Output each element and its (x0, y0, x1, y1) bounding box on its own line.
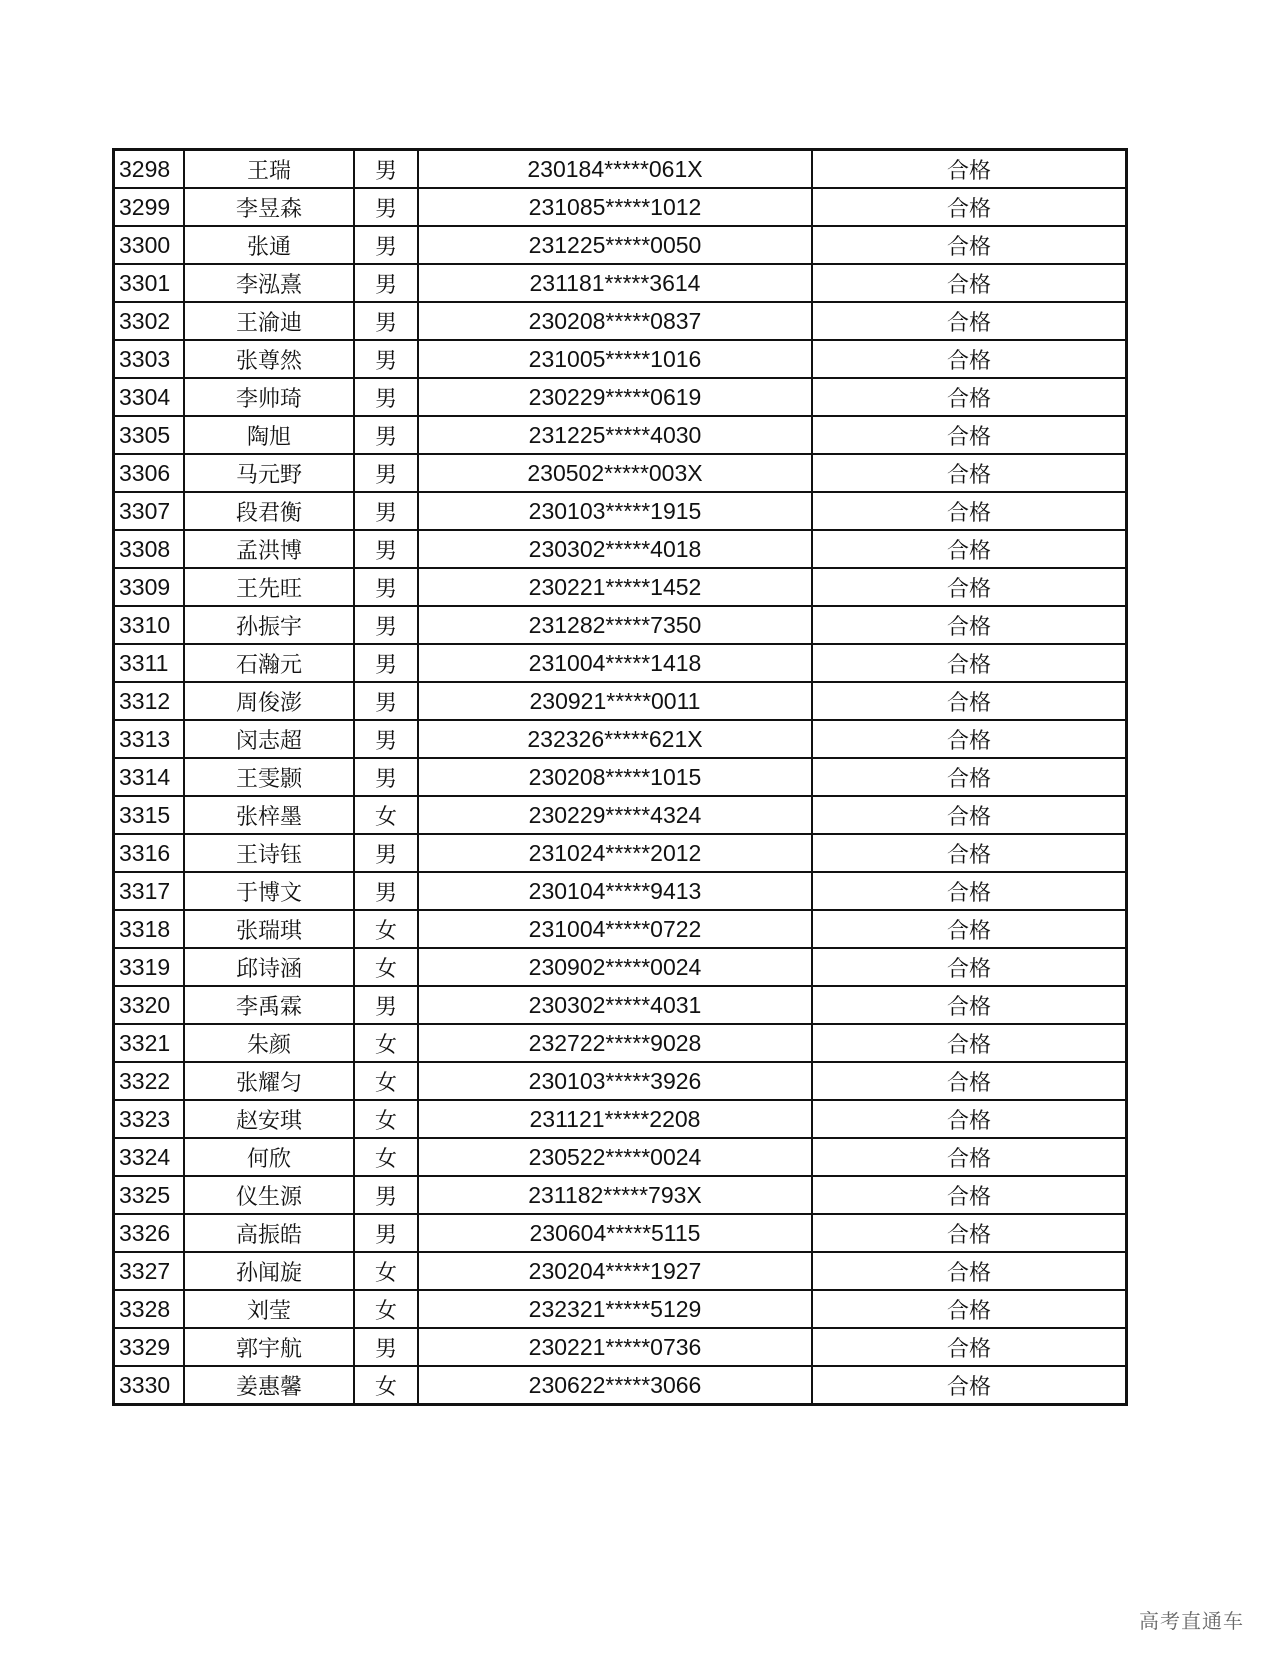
cell-id-number: 232326*****621X (418, 720, 812, 758)
cell-sex: 男 (354, 150, 418, 189)
table-row (114, 758, 1127, 796)
cell-name: 张尊然 (184, 340, 354, 378)
cell-number: 3326 (114, 1214, 185, 1252)
table-row (114, 378, 1127, 416)
table-row (114, 834, 1127, 872)
cell-sex: 女 (354, 1062, 418, 1100)
cell-name: 王瑞 (184, 150, 354, 189)
cell-id-number: 230103*****1915 (418, 492, 812, 530)
cell-id-number: 230204*****1927 (418, 1252, 812, 1290)
cell-name: 朱颜 (184, 1024, 354, 1062)
table-row (114, 986, 1127, 1024)
cell-number: 3330 (114, 1366, 185, 1405)
cell-name: 李禹霖 (184, 986, 354, 1024)
table-row (114, 1252, 1127, 1290)
cell-sex: 男 (354, 530, 418, 568)
cell-sex: 男 (354, 872, 418, 910)
table-row (114, 302, 1127, 340)
cell-result: 合格 (812, 720, 1127, 758)
cell-result: 合格 (812, 492, 1127, 530)
cell-sex: 男 (354, 568, 418, 606)
cell-number: 3302 (114, 302, 185, 340)
cell-id-number: 231282*****7350 (418, 606, 812, 644)
cell-name: 于博文 (184, 872, 354, 910)
cell-number: 3329 (114, 1328, 185, 1366)
cell-name: 王先旺 (184, 568, 354, 606)
table-row (114, 568, 1127, 606)
cell-result: 合格 (812, 834, 1127, 872)
cell-name: 陶旭 (184, 416, 354, 454)
cell-result: 合格 (812, 226, 1127, 264)
cell-sex: 女 (354, 1100, 418, 1138)
cell-number: 3307 (114, 492, 185, 530)
cell-name: 刘莹 (184, 1290, 354, 1328)
cell-sex: 男 (354, 416, 418, 454)
cell-id-number: 232321*****5129 (418, 1290, 812, 1328)
cell-id-number: 231005*****1016 (418, 340, 812, 378)
cell-name: 李昱森 (184, 188, 354, 226)
cell-sex: 男 (354, 682, 418, 720)
cell-id-number: 231225*****0050 (418, 226, 812, 264)
table-row (114, 948, 1127, 986)
cell-id-number: 230221*****0736 (418, 1328, 812, 1366)
cell-id-number: 230221*****1452 (418, 568, 812, 606)
cell-result: 合格 (812, 796, 1127, 834)
cell-result: 合格 (812, 606, 1127, 644)
table-row (114, 416, 1127, 454)
cell-name: 石瀚元 (184, 644, 354, 682)
cell-sex: 男 (354, 454, 418, 492)
cell-id-number: 231181*****3614 (418, 264, 812, 302)
cell-name: 闵志超 (184, 720, 354, 758)
cell-number: 3298 (114, 150, 185, 189)
cell-sex: 男 (354, 758, 418, 796)
cell-number: 3320 (114, 986, 185, 1024)
cell-sex: 女 (354, 1138, 418, 1176)
cell-number: 3314 (114, 758, 185, 796)
cell-result: 合格 (812, 644, 1127, 682)
cell-sex: 男 (354, 378, 418, 416)
cell-name: 孙闻旋 (184, 1252, 354, 1290)
cell-name: 郭宇航 (184, 1328, 354, 1366)
table-row (114, 264, 1127, 302)
table-row (114, 340, 1127, 378)
cell-result: 合格 (812, 454, 1127, 492)
cell-result: 合格 (812, 1138, 1127, 1176)
cell-id-number: 231182*****793X (418, 1176, 812, 1214)
cell-result: 合格 (812, 1366, 1127, 1405)
cell-number: 3300 (114, 226, 185, 264)
results-table (112, 148, 1128, 1406)
table-row (114, 1290, 1127, 1328)
table-row (114, 644, 1127, 682)
cell-result: 合格 (812, 986, 1127, 1024)
cell-result: 合格 (812, 1290, 1127, 1328)
cell-result: 合格 (812, 682, 1127, 720)
cell-id-number: 230103*****3926 (418, 1062, 812, 1100)
cell-number: 3323 (114, 1100, 185, 1138)
cell-name: 王渝迪 (184, 302, 354, 340)
cell-name: 李帅琦 (184, 378, 354, 416)
cell-name: 张耀匀 (184, 1062, 354, 1100)
cell-number: 3325 (114, 1176, 185, 1214)
cell-number: 3328 (114, 1290, 185, 1328)
cell-id-number: 231004*****1418 (418, 644, 812, 682)
cell-result: 合格 (812, 302, 1127, 340)
table-row (114, 720, 1127, 758)
table-row (114, 682, 1127, 720)
cell-name: 王雯颢 (184, 758, 354, 796)
cell-id-number: 231024*****2012 (418, 834, 812, 872)
cell-name: 段君衡 (184, 492, 354, 530)
table-row (114, 1100, 1127, 1138)
cell-name: 张瑞琪 (184, 910, 354, 948)
cell-sex: 女 (354, 1024, 418, 1062)
cell-sex: 男 (354, 1328, 418, 1366)
cell-name: 姜惠馨 (184, 1366, 354, 1405)
table-row (114, 530, 1127, 568)
cell-result: 合格 (812, 948, 1127, 986)
cell-name: 张梓墨 (184, 796, 354, 834)
cell-result: 合格 (812, 378, 1127, 416)
cell-name: 仪生源 (184, 1176, 354, 1214)
table-row (114, 1062, 1127, 1100)
cell-sex: 男 (354, 340, 418, 378)
cell-number: 3319 (114, 948, 185, 986)
cell-id-number: 230902*****0024 (418, 948, 812, 986)
cell-number: 3310 (114, 606, 185, 644)
cell-name: 王诗钰 (184, 834, 354, 872)
cell-result: 合格 (812, 758, 1127, 796)
cell-sex: 男 (354, 188, 418, 226)
table-row (114, 1138, 1127, 1176)
cell-sex: 女 (354, 910, 418, 948)
cell-result: 合格 (812, 1328, 1127, 1366)
cell-number: 3303 (114, 340, 185, 378)
cell-name: 孙振宇 (184, 606, 354, 644)
cell-result: 合格 (812, 1252, 1127, 1290)
cell-sex: 男 (354, 302, 418, 340)
cell-number: 3305 (114, 416, 185, 454)
cell-number: 3311 (114, 644, 185, 682)
cell-sex: 女 (354, 1290, 418, 1328)
cell-name: 张通 (184, 226, 354, 264)
cell-sex: 男 (354, 226, 418, 264)
cell-result: 合格 (812, 264, 1127, 302)
cell-result: 合格 (812, 188, 1127, 226)
cell-result: 合格 (812, 150, 1127, 189)
cell-sex: 男 (354, 264, 418, 302)
cell-number: 3309 (114, 568, 185, 606)
table-row (114, 188, 1127, 226)
cell-sex: 女 (354, 1252, 418, 1290)
cell-id-number: 230229*****0619 (418, 378, 812, 416)
cell-sex: 男 (354, 834, 418, 872)
cell-number: 3313 (114, 720, 185, 758)
cell-result: 合格 (812, 872, 1127, 910)
cell-number: 3321 (114, 1024, 185, 1062)
cell-sex: 男 (354, 606, 418, 644)
cell-id-number: 230302*****4031 (418, 986, 812, 1024)
table-row (114, 454, 1127, 492)
cell-id-number: 230208*****1015 (418, 758, 812, 796)
cell-sex: 男 (354, 1214, 418, 1252)
table-row (114, 872, 1127, 910)
cell-id-number: 230208*****0837 (418, 302, 812, 340)
cell-number: 3318 (114, 910, 185, 948)
cell-id-number: 230921*****0011 (418, 682, 812, 720)
cell-number: 3315 (114, 796, 185, 834)
cell-name: 孟洪博 (184, 530, 354, 568)
cell-id-number: 230502*****003X (418, 454, 812, 492)
table-row (114, 1366, 1127, 1405)
cell-number: 3306 (114, 454, 185, 492)
cell-number: 3312 (114, 682, 185, 720)
cell-sex: 男 (354, 1176, 418, 1214)
table-row (114, 1214, 1127, 1252)
table-row (114, 606, 1127, 644)
cell-id-number: 230522*****0024 (418, 1138, 812, 1176)
cell-name: 赵安琪 (184, 1100, 354, 1138)
cell-id-number: 231004*****0722 (418, 910, 812, 948)
cell-number: 3317 (114, 872, 185, 910)
cell-name: 邱诗涵 (184, 948, 354, 986)
cell-result: 合格 (812, 1176, 1127, 1214)
cell-result: 合格 (812, 1214, 1127, 1252)
table-row (114, 1176, 1127, 1214)
table-row (114, 796, 1127, 834)
cell-result: 合格 (812, 568, 1127, 606)
table-row (114, 492, 1127, 530)
cell-id-number: 231225*****4030 (418, 416, 812, 454)
cell-number: 3304 (114, 378, 185, 416)
cell-name: 周俊澎 (184, 682, 354, 720)
cell-result: 合格 (812, 416, 1127, 454)
cell-sex: 男 (354, 986, 418, 1024)
cell-number: 3308 (114, 530, 185, 568)
cell-name: 高振皓 (184, 1214, 354, 1252)
table-row (114, 1328, 1127, 1366)
table-row (114, 910, 1127, 948)
cell-name: 李泓熹 (184, 264, 354, 302)
cell-result: 合格 (812, 340, 1127, 378)
cell-id-number: 230104*****9413 (418, 872, 812, 910)
table-row (114, 150, 1127, 189)
cell-name: 何欣 (184, 1138, 354, 1176)
cell-result: 合格 (812, 1100, 1127, 1138)
cell-sex: 男 (354, 492, 418, 530)
cell-id-number: 230302*****4018 (418, 530, 812, 568)
cell-id-number: 231121*****2208 (418, 1100, 812, 1138)
cell-result: 合格 (812, 910, 1127, 948)
cell-sex: 男 (354, 720, 418, 758)
cell-id-number: 230604*****5115 (418, 1214, 812, 1252)
cell-sex: 女 (354, 948, 418, 986)
results-table-body (114, 150, 1127, 1405)
cell-sex: 男 (354, 644, 418, 682)
cell-id-number: 232722*****9028 (418, 1024, 812, 1062)
cell-number: 3324 (114, 1138, 185, 1176)
cell-number: 3316 (114, 834, 185, 872)
table-row (114, 1024, 1127, 1062)
cell-id-number: 231085*****1012 (418, 188, 812, 226)
cell-result: 合格 (812, 1024, 1127, 1062)
table-row (114, 226, 1127, 264)
watermark-text: 高考直通车 (1139, 1609, 1244, 1633)
cell-result: 合格 (812, 530, 1127, 568)
cell-id-number: 230184*****061X (418, 150, 812, 189)
cell-id-number: 230622*****3066 (418, 1366, 812, 1405)
cell-name: 马元野 (184, 454, 354, 492)
cell-result: 合格 (812, 1062, 1127, 1100)
cell-number: 3322 (114, 1062, 185, 1100)
cell-number: 3301 (114, 264, 185, 302)
cell-sex: 女 (354, 796, 418, 834)
cell-sex: 女 (354, 1366, 418, 1405)
cell-number: 3327 (114, 1252, 185, 1290)
cell-number: 3299 (114, 188, 185, 226)
cell-id-number: 230229*****4324 (418, 796, 812, 834)
